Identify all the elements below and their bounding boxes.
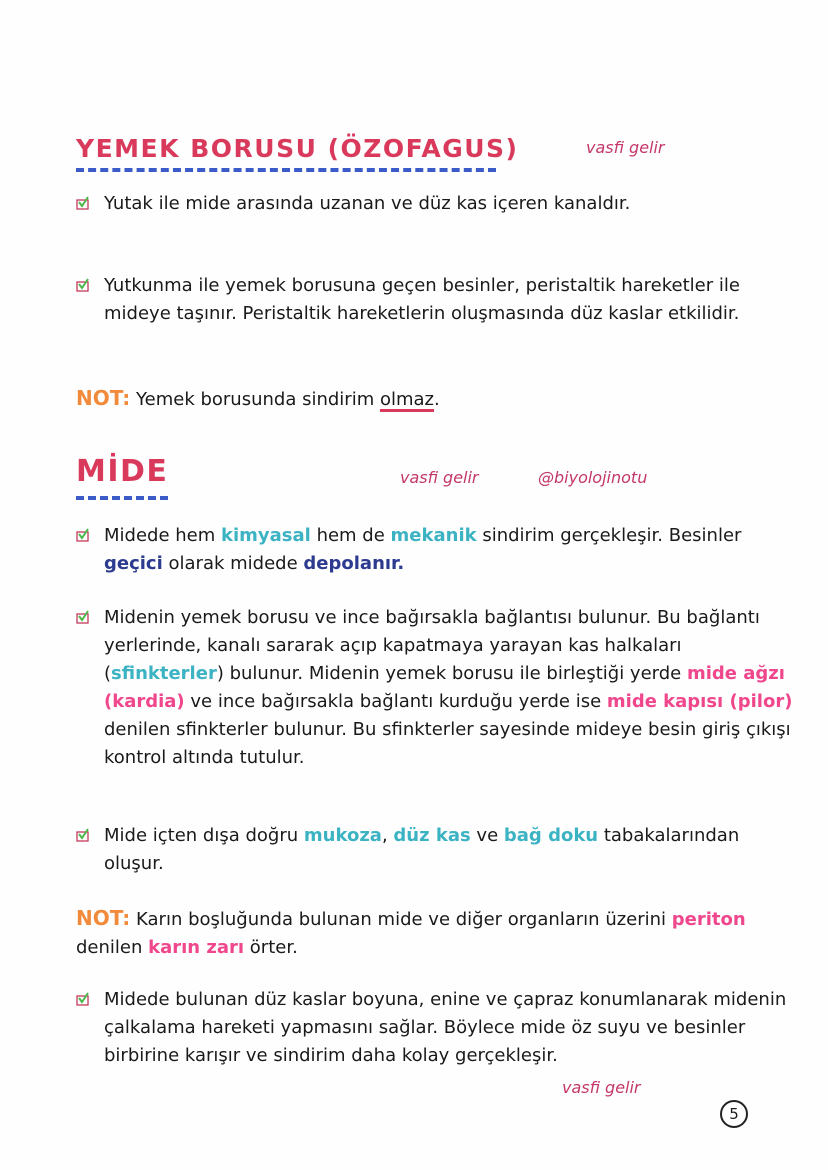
list-item: Yutkunma ile yemek borusuna geçen besinler, peristaltik hareketler ile mideye taşınır. Peristaltik hareketlerin oluşmasında düz kaslar etkilidir. [76, 272, 796, 328]
highlight-term: kimyasal [221, 525, 311, 546]
checkbox-checked-icon [76, 196, 90, 210]
checkbox-checked-icon [76, 528, 90, 542]
highlight-term: sfinkterler [111, 663, 217, 684]
underlined-word: olmaz [379, 389, 434, 410]
note-label: NOT: [76, 386, 131, 410]
highlight-term: geçici [104, 553, 163, 574]
highlight-term: bağ doku [503, 825, 599, 846]
list-item: Yutak ile mide arasında uzanan ve düz kas içeren kanaldır. [76, 190, 796, 218]
list-item: Mide içten dışa doğru mukoza, düz kas ve bağ doku tabakalarından oluşur. [76, 822, 796, 878]
note-block: NOT: Karın boşluğunda bulunan mide ve diğer organların üzerini periton denilen karın zarı örter. [76, 906, 746, 958]
highlight-term: mide kapısı (pilor) [606, 691, 793, 712]
highlight-term: mukoza [303, 825, 382, 846]
checkbox-checked-icon [76, 992, 90, 1006]
list-item: Midede hem kimyasal hem de mekanik sindirim gerçekleşir. Besinler geçici olarak midede depolanır. [76, 522, 796, 578]
checkbox-checked-icon [76, 278, 90, 292]
section-title-mide: MİDE [76, 454, 169, 489]
list-item: Midenin yemek borusu ve ince bağırsakla bağlantısı bulunur. Bu bağlantı yerlerinde, kanalı sararak açıp kapatmaya yarayan kas halkaları (sfinkterler) bulunur. Midenin yemek borusu ile birleştiği yerde mide ağzı (kardia) ve ince bağırsakla bağlantı kurduğu yerde ise mide kapısı (pilor) denilen sfinkterler bulunur. Bu sfinkterler sayesinde mideye besin giriş çıkışı kontrol altında tutulur. [76, 604, 796, 772]
highlight-term: karın zarı [148, 937, 245, 958]
title-underline [76, 168, 496, 172]
highlight-term: periton [671, 909, 746, 930]
list-item: Midede bulunan düz kaslar boyuna, enine ve çapraz konumlanarak midenin çalkalama hareketi yapmasını sağlar. Böylece mide öz suyu ve besinler birbirine karışır ve sindirim daha kolay gerçekleşir. [76, 986, 796, 1070]
note-label: NOT: [76, 906, 131, 930]
note-block: NOT: Yemek borusunda sindirim olmaz. [76, 386, 440, 410]
section-title-yemek-borusu: YEMEK BORUSU (ÖZOFAGUS) [76, 134, 519, 163]
page-number: 5 [720, 1100, 748, 1128]
title-underline [76, 496, 168, 500]
author-signature: vasfi gelir [562, 1078, 641, 1097]
highlight-term: depolanır. [303, 553, 405, 574]
highlight-term: düz kas [393, 825, 471, 846]
author-signature: vasfi gelir [400, 468, 479, 487]
checkbox-checked-icon [76, 610, 90, 624]
checkbox-checked-icon [76, 828, 90, 842]
author-handle: @biyolojinotu [538, 468, 648, 487]
highlight-term: mide ağzı (kardia) [104, 663, 785, 712]
author-signature: vasfi gelir [586, 138, 665, 157]
highlight-term: mekanik [390, 525, 477, 546]
